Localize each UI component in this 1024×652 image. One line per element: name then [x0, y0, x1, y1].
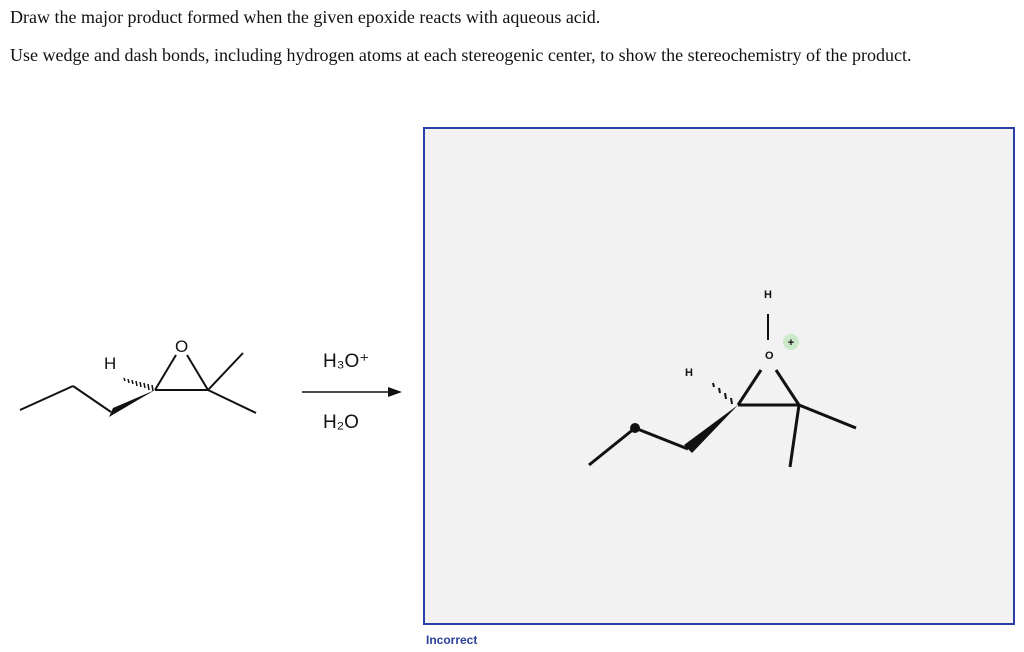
question-text-line-1: Draw the major product formed when the given epoxide reacts with aqueous acid.	[10, 7, 601, 27]
bond-ethyl-2	[73, 386, 111, 412]
student-drawing	[425, 129, 1013, 623]
bond-methyl-up	[208, 353, 243, 390]
hashed-bond	[124, 378, 153, 391]
bond-methyl-down	[790, 405, 799, 467]
bond-ethyl-1	[589, 428, 635, 465]
bond-ring-right	[776, 370, 799, 405]
bond-ethyl-1	[20, 386, 73, 410]
wedge-bond	[684, 405, 738, 453]
reactant-epoxide-structure	[0, 320, 280, 440]
bond-ring-right	[187, 355, 208, 390]
reagent-acid: H₃O⁺	[323, 351, 370, 372]
reaction-arrow	[290, 380, 410, 400]
answer-status: Incorrect	[426, 633, 478, 647]
bond-ring-left	[155, 355, 176, 390]
reaction-conditions	[290, 340, 420, 450]
answer-drawing-canvas[interactable]	[423, 127, 1015, 625]
drawing-o-label: O	[765, 350, 774, 362]
drawing-h-top-label: H	[764, 289, 772, 301]
reactant-h-label: H	[104, 354, 117, 373]
bond-ethyl-2	[635, 428, 688, 449]
positive-charge-label: +	[787, 337, 795, 349]
bond-ring-left	[738, 370, 761, 405]
wedge-bond	[109, 390, 155, 417]
reagent-water: H₂O	[323, 412, 359, 433]
bond-methyl-right	[799, 405, 856, 428]
question-text-line-2: Use wedge and dash bonds, including hydrogen atoms at each stereogenic center, to show the stereochemistry of the product.	[10, 45, 912, 65]
hashed-bond	[713, 383, 732, 404]
drawing-h-side-label: H	[685, 367, 693, 379]
bond-methyl-down	[208, 390, 256, 413]
reactant-o-label: O	[175, 337, 189, 356]
